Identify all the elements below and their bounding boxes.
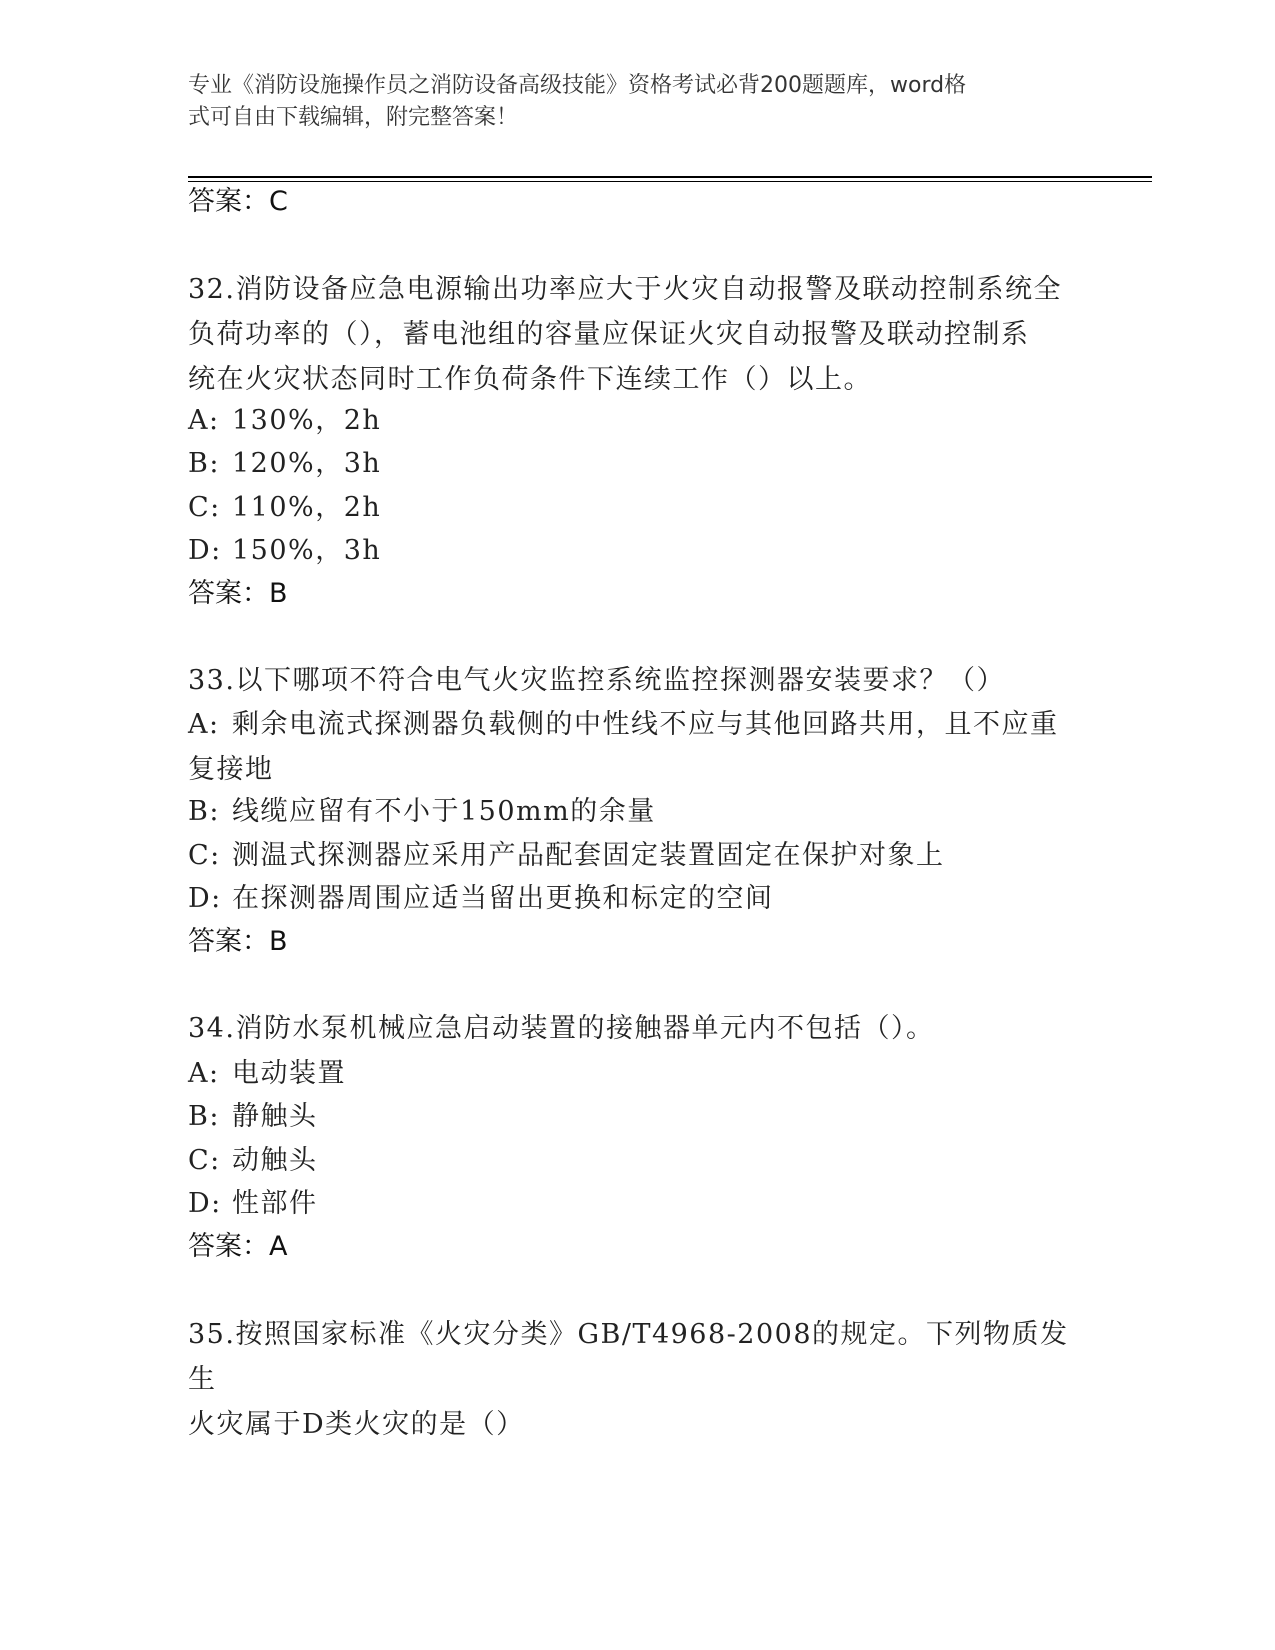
header-rule-thin: [188, 181, 1152, 182]
header-line-1: 专业《消防设施操作员之消防设备高级技能》资格考试必背200题题库，word格: [188, 73, 967, 98]
question-32-option-b: [188, 441, 1088, 486]
question-34-option-c: [188, 1138, 1088, 1183]
question-34-answer: 答案：A: [188, 1231, 288, 1262]
option-key: D:: [188, 1188, 222, 1219]
option-text: 静触头: [232, 1101, 318, 1132]
stem-line: 统在火灾状态同时工作负荷条件下连续工作（）以上。: [188, 364, 872, 395]
option-key: B:: [188, 448, 220, 479]
stem-line: 33.以下哪项不符合电气火灾监控系统监控探测器安装要求？（）: [188, 665, 1005, 696]
option-text: 线缆应留有不小于150mm的余量: [232, 796, 656, 827]
question-35-stem: [188, 1312, 1088, 1447]
question-33-option-a: [188, 702, 1088, 792]
header-line-2: 式可自由下载编辑，附完整答案！: [188, 105, 519, 130]
option-text: 电动装置: [232, 1058, 346, 1089]
stem-line: 32.消防设备应急电源输出功率应大于火灾自动报警及联动控制系统全: [188, 274, 1062, 305]
question-34-option-a: [188, 1051, 1088, 1096]
question-32-answer: 答案：B: [188, 578, 288, 609]
option-key: D:: [188, 535, 222, 566]
header-rule: [188, 176, 1152, 178]
stem-line: 负荷功率的（），蓄电池组的容量应保证火灾自动报警及联动控制系: [188, 319, 1030, 350]
previous-answer: 答案：C: [188, 186, 288, 217]
question-33-option-b: [188, 789, 1088, 834]
option-text: 性部件: [232, 1188, 318, 1219]
option-key: A:: [188, 709, 220, 740]
option-key: A:: [188, 1058, 220, 1089]
option-text: 测温式探测器应采用产品配套固定装置固定在保护对象上: [232, 840, 945, 871]
question-32-option-d: [188, 528, 1088, 573]
question-33-option-c: [188, 833, 1088, 878]
question-32-option-c: [188, 485, 1088, 530]
stem-line: 火灾属于D类火灾的是（）: [188, 1409, 525, 1440]
question-32-option-a: [188, 398, 1088, 443]
question-34-option-b: [188, 1094, 1088, 1139]
option-text: 120%，3h: [232, 448, 382, 479]
option-key: A:: [188, 405, 220, 436]
option-text: 剩余电流式探测器负载侧的中性线不应与其他回路共用，且不应重: [232, 709, 1059, 740]
option-key: C:: [188, 492, 221, 523]
option-key: D:: [188, 883, 222, 914]
question-34-option-d: [188, 1181, 1088, 1226]
stem-line: 35.按照国家标准《火灾分类》GB/T4968-2008的规定。下列物质发生: [188, 1319, 1069, 1395]
option-text: 在探测器周围应适当留出更换和标定的空间: [232, 883, 774, 914]
option-text: 150%，3h: [232, 535, 382, 566]
question-34-stem: [188, 1006, 1088, 1051]
stem-line: 34.消防水泵机械应急启动装置的接触器单元内不包括（）。: [188, 1013, 935, 1044]
option-text-continued: 复接地: [188, 754, 274, 785]
question-33-option-d: [188, 876, 1088, 921]
question-32-stem: [188, 267, 1088, 402]
option-key: B:: [188, 1101, 220, 1132]
page-header: [188, 70, 1068, 134]
question-33-stem: [188, 658, 1088, 703]
option-text: 110%，2h: [232, 492, 382, 523]
question-33-answer: 答案：B: [188, 926, 288, 957]
option-key: C:: [188, 1145, 221, 1176]
option-text: 动触头: [232, 1145, 318, 1176]
option-text: 130%，2h: [232, 405, 382, 436]
option-key: B:: [188, 796, 220, 827]
option-key: C:: [188, 840, 221, 871]
